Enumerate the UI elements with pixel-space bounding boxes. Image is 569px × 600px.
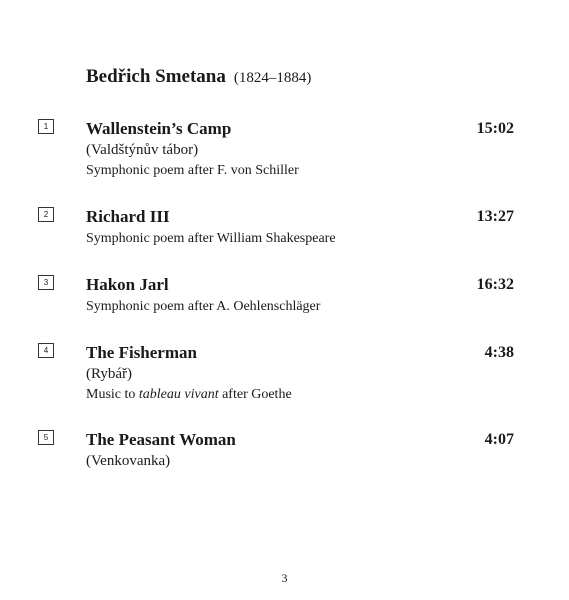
track-info [86,206,446,249]
track-number-box: 4 [38,343,54,358]
track-description [86,384,446,405]
track-info [86,118,446,181]
track-description: Symphonic poem after A. Oehlenschläger [86,299,321,314]
track-duration: 16:32 [476,276,514,293]
track-title: The Fisherman [86,343,197,362]
track-subtitle: (Rybář) [86,366,133,382]
composer-heading [86,66,311,88]
track-number-box: 3 [38,275,54,290]
track-title: Richard III [86,207,170,226]
track-number-box: 5 [38,430,54,445]
composer-name: Bedřich Smetana [86,66,226,87]
description-suffix: after Goethe [222,387,292,402]
track-subtitle: (Valdštýnův tábor) [86,142,199,158]
track-description: Symphonic poem after F. von Schiller [86,163,299,178]
track-title: Wallenstein’s Camp [86,119,232,138]
track-title: The Peasant Woman [86,430,236,449]
composer-dates: (1824–1884) [233,70,312,86]
description-prefix: Music to [86,387,136,402]
track-subtitle: (Venkovanka) [86,453,171,469]
track-number-box: 1 [38,119,54,134]
track-duration: 15:02 [476,120,514,137]
track-info [86,274,446,317]
description-italic: tableau vivant [138,387,219,402]
track-duration: 4:38 [484,344,514,361]
page-number: 3 [281,571,288,585]
track-description: Symphonic poem after William Shakespeare [86,231,336,246]
track-info [86,429,446,471]
track-duration: 13:27 [476,208,514,225]
track-title: Hakon Jarl [86,275,169,294]
track-duration: 4:07 [484,431,514,448]
track-info [86,342,446,405]
track-number-box: 2 [38,207,54,222]
